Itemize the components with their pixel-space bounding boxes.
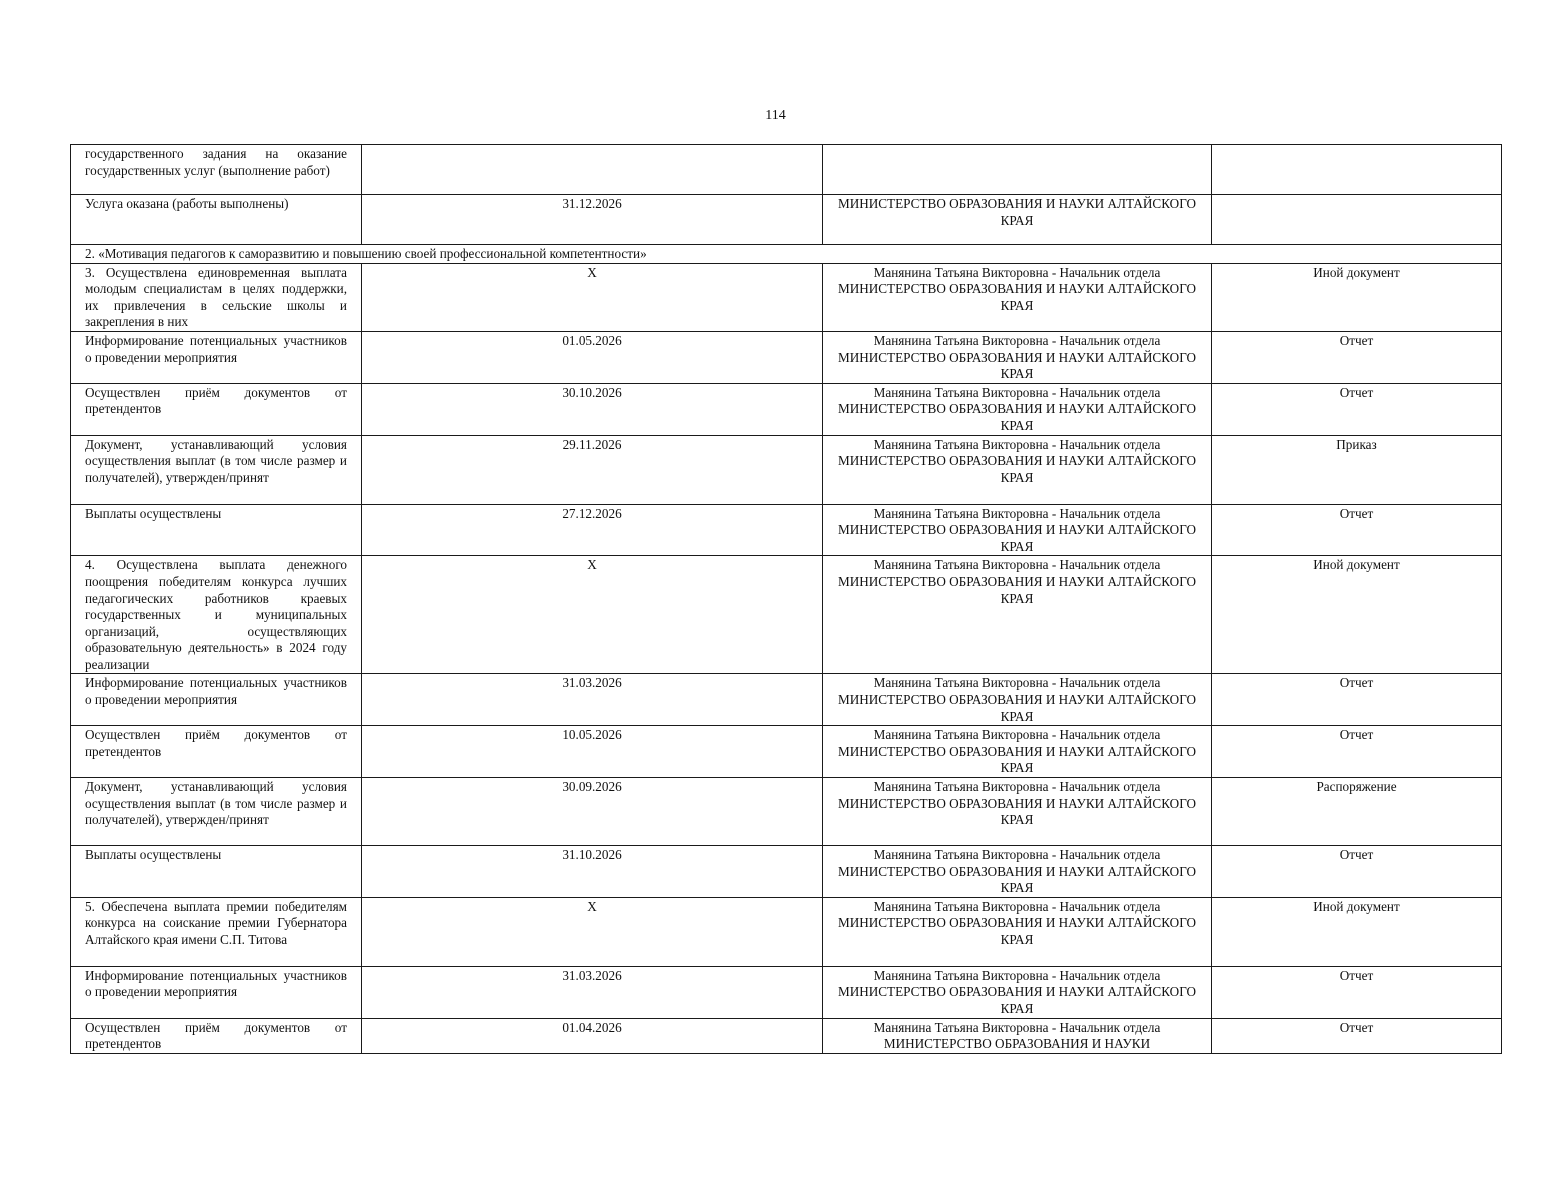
table-row: [71, 556, 1502, 674]
responsible-person: Манянина Татьяна Викторовна - Начальник отдела: [873, 967, 1161, 983]
responsible-organization: МИНИСТЕРСТВО ОБРАЗОВАНИЯ И НАУКИ АЛТАЙСКОГО КРАЯ: [837, 984, 1197, 1016]
document-type-cell: Отчет: [1212, 504, 1502, 556]
section-row: [71, 245, 1502, 264]
event-name-cell: 3. Осуществлена единовременная выплата молодым специалистам в целях поддержки, их привлечения в сельские школы и закрепления в них: [71, 263, 362, 331]
table-row: [71, 195, 1502, 245]
table-row: [71, 966, 1502, 1018]
responsible-person: Манянина Татьяна Викторовна - Начальник отдела: [873, 898, 1161, 914]
deadline-cell: 31.03.2026: [362, 966, 823, 1018]
document-type-cell: Отчет: [1212, 966, 1502, 1018]
event-name-cell: Осуществлен приём документов от претендентов: [71, 1018, 362, 1053]
event-name-cell: Выплаты осуществлены: [71, 504, 362, 556]
event-name-cell: Выплаты осуществлены: [71, 846, 362, 898]
event-name-cell: государственного задания на оказание государственных услуг (выполнение работ): [71, 145, 362, 195]
event-name-cell: Осуществлен приём документов от претендентов: [71, 726, 362, 778]
table-row: [71, 435, 1502, 504]
responsible-person: Манянина Татьяна Викторовна - Начальник отдела: [873, 847, 1161, 863]
responsible-organization: МИНИСТЕРСТВО ОБРАЗОВАНИЯ И НАУКИ АЛТАЙСКОГО КРАЯ: [837, 863, 1197, 896]
deadline-cell: 31.10.2026: [362, 846, 823, 898]
deadline-cell: 31.03.2026: [362, 674, 823, 726]
responsible-organization: МИНИСТЕРСТВО ОБРАЗОВАНИЯ И НАУКИ АЛТАЙСКОГО КРАЯ: [837, 795, 1197, 828]
document-type-cell: Отчет: [1212, 1018, 1502, 1053]
document-type-cell: Иной документ: [1212, 263, 1502, 331]
responsible-cell: [823, 195, 1212, 245]
responsible-person: Манянина Татьяна Викторовна - Начальник отдела: [873, 675, 1161, 691]
deadline-cell: 01.05.2026: [362, 331, 823, 383]
table-row: [71, 846, 1502, 898]
responsible-cell: [823, 1018, 1212, 1053]
deadline-cell: X: [362, 263, 823, 331]
document-type-cell: Приказ: [1212, 435, 1502, 504]
table-row: [71, 331, 1502, 383]
deadline-cell: 10.05.2026: [362, 726, 823, 778]
page-number: 114: [765, 108, 786, 123]
table-row: [71, 1018, 1502, 1053]
responsible-organization: МИНИСТЕРСТВО ОБРАЗОВАНИЯ И НАУКИ АЛТАЙСКОГО КРАЯ: [837, 573, 1197, 606]
responsible-person: Манянина Татьяна Викторовна - Начальник отдела: [873, 1019, 1161, 1035]
responsible-cell: [823, 778, 1212, 846]
document-type-cell: Отчет: [1212, 383, 1502, 435]
document-type-cell: Распоряжение: [1212, 778, 1502, 846]
responsible-cell: [823, 556, 1212, 674]
responsible-organization: МИНИСТЕРСТВО ОБРАЗОВАНИЯ И НАУКИ: [883, 1036, 1151, 1052]
responsible-cell: [823, 966, 1212, 1018]
responsible-cell: [823, 263, 1212, 331]
responsible-person: Манянина Татьяна Викторовна - Начальник отдела: [873, 264, 1161, 280]
table-row: [71, 383, 1502, 435]
responsible-cell: [823, 897, 1212, 966]
section-title: 2. «Мотивация педагогов к саморазвитию и повышению своей профессиональной компетентности»: [71, 245, 1502, 264]
responsible-cell: [823, 726, 1212, 778]
deadline-cell: 01.04.2026: [362, 1018, 823, 1053]
event-name-cell: Информирование потенциальных участников о проведении мероприятия: [71, 966, 362, 1018]
responsible-organization: МИНИСТЕРСТВО ОБРАЗОВАНИЯ И НАУКИ АЛТАЙСКОГО КРАЯ: [837, 743, 1197, 776]
table-row: [71, 263, 1502, 331]
responsible-organization: МИНИСТЕРСТВО ОБРАЗОВАНИЯ И НАУКИ АЛТАЙСКОГО КРАЯ: [837, 915, 1197, 947]
plan-table-body: [71, 145, 1502, 1054]
event-name-cell: Осуществлен приём документов от претендентов: [71, 383, 362, 435]
responsible-cell: [823, 383, 1212, 435]
table-row: [71, 897, 1502, 966]
deadline-cell: X: [362, 897, 823, 966]
event-name-cell: Услуга оказана (работы выполнены): [71, 195, 362, 245]
responsible-cell: [823, 145, 1212, 195]
deadline-cell: 27.12.2026: [362, 504, 823, 556]
responsible-cell: [823, 435, 1212, 504]
document-type-cell: [1212, 145, 1502, 195]
responsible-person: Манянина Татьяна Викторовна - Начальник отдела: [873, 727, 1161, 743]
responsible-organization: МИНИСТЕРСТВО ОБРАЗОВАНИЯ И НАУКИ АЛТАЙСКОГО КРАЯ: [837, 453, 1197, 485]
responsible-organization: МИНИСТЕРСТВО ОБРАЗОВАНИЯ И НАУКИ АЛТАЙСКОГО КРАЯ: [837, 349, 1197, 382]
event-name-cell: 5. Обеспечена выплата премии победителям конкурса на соискание премии Губернатора Алтайского края имени С.П. Титова: [71, 897, 362, 966]
deadline-cell: 30.10.2026: [362, 383, 823, 435]
responsible-organization: МИНИСТЕРСТВО ОБРАЗОВАНИЯ И НАУКИ АЛТАЙСКОГО КРАЯ: [837, 522, 1197, 554]
responsible-organization: МИНИСТЕРСТВО ОБРАЗОВАНИЯ И НАУКИ АЛТАЙСКОГО КРАЯ: [837, 692, 1197, 724]
responsible-person: Манянина Татьяна Викторовна - Начальник отдела: [873, 505, 1161, 521]
deadline-cell: X: [362, 556, 823, 674]
event-name-cell: Информирование потенциальных участников о проведении мероприятия: [71, 674, 362, 726]
document-type-cell: Отчет: [1212, 674, 1502, 726]
responsible-cell: [823, 674, 1212, 726]
responsible-organization: МИНИСТЕРСТВО ОБРАЗОВАНИЯ И НАУКИ АЛТАЙСКОГО КРАЯ: [837, 196, 1197, 228]
responsible-person: Манянина Татьяна Викторовна - Начальник отдела: [873, 384, 1161, 400]
responsible-organization: МИНИСТЕРСТВО ОБРАЗОВАНИЯ И НАУКИ АЛТАЙСКОГО КРАЯ: [837, 281, 1197, 313]
document-type-cell: [1212, 195, 1502, 245]
document-type-cell: Иной документ: [1212, 556, 1502, 674]
table-row: [71, 726, 1502, 778]
document-type-cell: Отчет: [1212, 331, 1502, 383]
event-name-cell: 4. Осуществлена выплата денежного поощрения победителям конкурса лучших педагогических работников краевых государственных и муниципальных организаций, осуществляющих образовательную деятельность» в 2024 году реализации: [71, 556, 362, 674]
event-name-cell: Документ, устанавливающий условия осуществления выплат (в том числе размер и получателей), утвержден/принят: [71, 435, 362, 504]
responsible-cell: [823, 846, 1212, 898]
document-type-cell: Отчет: [1212, 726, 1502, 778]
table-row: [71, 504, 1502, 556]
table-row: [71, 674, 1502, 726]
table-row: [71, 145, 1502, 195]
deadline-cell: [362, 145, 823, 195]
responsible-cell: [823, 504, 1212, 556]
document-type-cell: Иной документ: [1212, 897, 1502, 966]
responsible-organization: МИНИСТЕРСТВО ОБРАЗОВАНИЯ И НАУКИ АЛТАЙСКОГО КРАЯ: [837, 401, 1197, 433]
plan-table: [70, 144, 1502, 1054]
responsible-person: Манянина Татьяна Викторовна - Начальник отдела: [873, 557, 1161, 573]
responsible-person: Манянина Татьяна Викторовна - Начальник отдела: [873, 332, 1161, 348]
responsible-cell: [823, 331, 1212, 383]
deadline-cell: 30.09.2026: [362, 778, 823, 846]
table-row: [71, 778, 1502, 846]
document-type-cell: Отчет: [1212, 846, 1502, 898]
deadline-cell: 31.12.2026: [362, 195, 823, 245]
event-name-cell: Документ, устанавливающий условия осуществления выплат (в том числе размер и получателей), утвержден/принят: [71, 778, 362, 846]
deadline-cell: 29.11.2026: [362, 435, 823, 504]
responsible-person: Манянина Татьяна Викторовна - Начальник отдела: [873, 436, 1161, 452]
responsible-person: Манянина Татьяна Викторовна - Начальник отдела: [873, 779, 1161, 795]
event-name-cell: Информирование потенциальных участников о проведении мероприятия: [71, 331, 362, 383]
